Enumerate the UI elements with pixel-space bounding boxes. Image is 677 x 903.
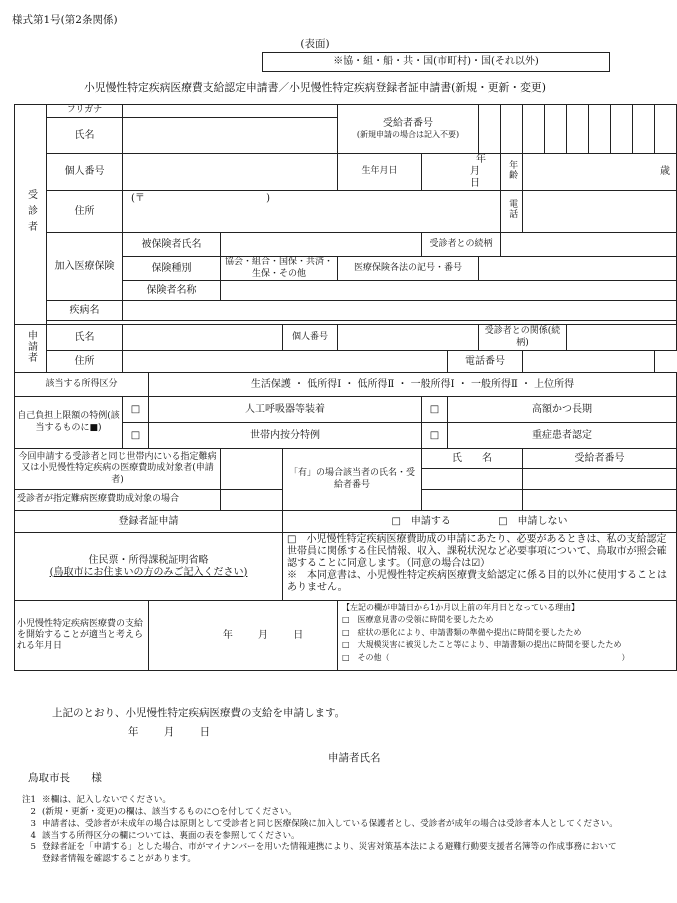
- household-recipient-field[interactable]: [523, 469, 677, 490]
- notes-list: [14, 795, 618, 866]
- if-yes-label: 「有」の場合該当者の氏名・受給者番号: [283, 449, 422, 511]
- household-recipient-field-2[interactable]: [523, 490, 677, 511]
- income-options[interactable]: 生活保護 ・ 低所得Ⅰ ・ 低所得Ⅱ ・ 一般所得Ⅰ ・ 一般所得Ⅱ ・ 上位所得: [149, 373, 677, 397]
- special-limit-label: 自己負担上限額の特例(該当するものに■): [15, 397, 123, 449]
- recipient-number-digit[interactable]: [479, 105, 501, 154]
- income-label: 該当する所得区分: [15, 373, 149, 397]
- start-date-label: 小児慢性特定疾病医療費の支給を開始することが適当と考えられる年月日: [15, 601, 149, 671]
- mayor-addressee: 鳥取市長 様: [28, 772, 102, 784]
- patient-section-label: 受診者: [15, 105, 47, 325]
- phone-field[interactable]: [523, 191, 677, 233]
- note-item: 2 (新規・更新・変更)の欄は、該当するものに○を付してください。: [30, 806, 297, 817]
- household-answer-field[interactable]: [221, 449, 283, 490]
- checkbox-high-cost[interactable]: □: [422, 397, 448, 423]
- furigana-field[interactable]: [123, 105, 338, 118]
- insurance-type-options[interactable]: 協会・組合・国保・共済・生保・その他: [221, 257, 338, 281]
- insurance-label: 加入医療保険: [47, 233, 123, 301]
- applicant-individual-number-field[interactable]: [338, 325, 479, 351]
- insured-name-field[interactable]: [221, 233, 422, 257]
- disease-label: 疾病名: [47, 301, 123, 321]
- note-item: 4 該当する所得区分の欄については、裏面の表を参照してください。: [30, 830, 300, 841]
- recipient-number-digit[interactable]: [589, 105, 611, 154]
- note-item: 注1 ※欄は、記入しないでください。: [21, 795, 171, 805]
- application-form-table: [14, 104, 677, 671]
- age-label: 年齢: [501, 154, 523, 191]
- checkbox-severe[interactable]: □: [422, 423, 448, 449]
- relation-label: 受診者との続柄: [422, 233, 501, 257]
- age-field[interactable]: 歳: [523, 154, 677, 191]
- recipient-number-digit[interactable]: [523, 105, 545, 154]
- household-name-field-2[interactable]: [422, 490, 523, 511]
- form-number: 様式第1号(第2条関係): [12, 14, 118, 26]
- recipient-number-digit[interactable]: [633, 105, 655, 154]
- recipient-number-digit[interactable]: [567, 105, 589, 154]
- recipient-number-digit[interactable]: [501, 105, 523, 154]
- furigana-label: フリガナ: [47, 105, 123, 118]
- address-label: 住所: [47, 191, 123, 233]
- household-answer-field-2[interactable]: [221, 490, 283, 511]
- insurance-symbol-field[interactable]: [479, 257, 677, 281]
- insured-name-label: 被保険者氏名: [123, 233, 221, 257]
- option-high-cost: 高額かつ長期: [448, 397, 677, 423]
- recipient-number-digit[interactable]: [545, 105, 567, 154]
- individual-number-field[interactable]: [123, 154, 338, 191]
- document-title: 小児慢性特定疾病医療費支給認定申請書／小児慢性特定疾病登録者証申請書(新規・更新・変更): [84, 81, 546, 94]
- start-date-field[interactable]: 年 月 日: [149, 601, 338, 671]
- registration-label: 登録者証申請: [15, 511, 283, 533]
- checkbox-household-split[interactable]: □: [123, 423, 149, 449]
- checkbox-ventilator[interactable]: □: [123, 397, 149, 423]
- note-item: 5 登録者証を「申請する」とした場合、市がマイナンバーを用いた情報連携により、災害対策基本法による避難行動要支援者名簿等の作成事務において登録者情報を確認することがあります。: [30, 842, 617, 865]
- applicant-address-field[interactable]: [123, 351, 448, 373]
- option-household-split: 世帯内按分特例: [149, 423, 422, 449]
- name-header: 氏 名: [422, 449, 523, 469]
- application-date: 年 月 日: [128, 726, 211, 738]
- household-question-2: 受診者が指定難病医療費助成対象の場合: [15, 490, 221, 511]
- recipient-number-digit[interactable]: [655, 105, 677, 154]
- recipient-number-label: 受給者番号 (新規申請の場合は記入不要): [338, 105, 479, 154]
- face-label: (表面): [300, 38, 330, 50]
- relation-field[interactable]: [501, 233, 677, 257]
- address-field[interactable]: (〒 ): [123, 191, 501, 233]
- applicant-individual-number-label: 個人番号: [283, 325, 338, 351]
- insurance-symbol-label: 医療保険各法の記号・番号: [338, 257, 479, 281]
- recipient-number-digit[interactable]: [611, 105, 633, 154]
- reason-list[interactable]: 【左記の欄が申請日から1か月以上前の年月日となっている理由】 □ 医療意見書の受領に時間を要したため □ 症状の悪化により、申請書類の準備や提出に時間を要したため □ 大規模災害に被災したこと等により、申請書類の提出に時間を要したため □ その他（ ）: [338, 601, 677, 671]
- applicant-phone-field[interactable]: [523, 351, 655, 373]
- household-question: 今回申請する受診者と同じ世帯内にいる指定難病又は小児慢性特定疾病の医療費助成対象者(申請者): [15, 449, 221, 490]
- applicant-section-label: 申請者: [15, 325, 47, 373]
- option-severe: 重症患者認定: [448, 423, 677, 449]
- household-name-field[interactable]: [422, 469, 523, 490]
- application-statement: 上記のとおり、小児慢性特定疾病医療費の支給を申請します。: [52, 707, 346, 719]
- patient-name-field[interactable]: [123, 118, 338, 154]
- birthdate-field[interactable]: 年 月 日: [422, 154, 501, 191]
- applicant-name-label: 氏名: [47, 325, 123, 351]
- birthdate-label: 生年月日: [338, 154, 422, 191]
- option-ventilator: 人工呼吸器等装着: [149, 397, 422, 423]
- insurance-category-box: ※協・組・船・共・国(市町村)・国(それ以外): [262, 52, 610, 72]
- applicant-address-label: 住所: [47, 351, 123, 373]
- consent-text[interactable]: □ 小児慢性特定疾病医療費助成の申請にあたり、必要があるときは、私の支給認定世帯員に関係する住民情報、収入、課税状況など必要事項について、鳥取市が照会確認することに同意します。（同意の場合は☑） ※ 本同意書は、小児慢性特定疾病医療費支給認定に係る目的以外に使用することはありません。: [283, 533, 677, 601]
- insurer-name-label: 保険者名称: [123, 281, 221, 301]
- disease-field[interactable]: [123, 301, 677, 321]
- applicant-name-field[interactable]: [123, 325, 283, 351]
- patient-name-label: 氏名: [47, 118, 123, 154]
- insurer-name-field[interactable]: [221, 281, 677, 301]
- phone-label: 電話: [501, 191, 523, 233]
- applicant-signature-label: 申請者氏名: [328, 752, 381, 764]
- note-item: 3 申請者は、受診者が未成年の場合は原則として受診者と同じ医療保険に加入している保護者とし、受診者が成年の場合は受診者本人としてください。: [30, 818, 618, 829]
- individual-number-label: 個人番号: [47, 154, 123, 191]
- applicant-relation-field[interactable]: [567, 325, 677, 351]
- recipient-header: 受給者番号: [523, 449, 677, 469]
- applicant-phone-label: 電話番号: [448, 351, 523, 373]
- consent-label: 住民票・所得課税証明省略 (鳥取市にお住まいの方のみご記入ください): [15, 533, 283, 601]
- registration-options[interactable]: □ 申請する □ 申請しない: [283, 511, 677, 533]
- applicant-relation-label: 受診者との関係(続柄): [479, 325, 567, 351]
- insurance-type-label: 保険種別: [123, 257, 221, 281]
